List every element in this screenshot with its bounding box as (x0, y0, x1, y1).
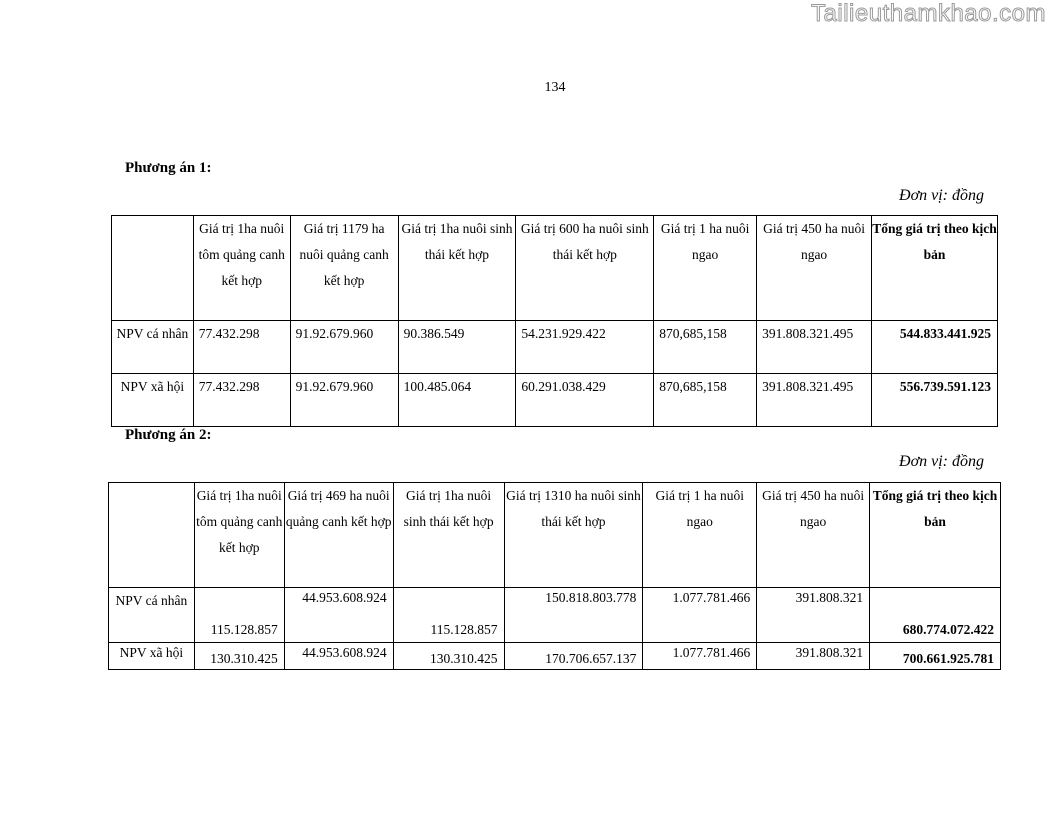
table-header-cell: Giá trị 1 ha nuôi ngao (643, 483, 757, 588)
table-row (109, 588, 1001, 643)
table-cell: 391.808.321.495 (757, 374, 872, 427)
plan1-title: Phương án 1: (125, 160, 212, 176)
table-row (112, 374, 998, 427)
plan1-header-row (112, 216, 998, 321)
table-header-cell: Giá trị 1ha nuôi sinh thái kết hợp (398, 216, 516, 321)
table-row (109, 643, 1001, 670)
table-header-cell: Giá trị 600 ha nuôi sinh thái kết hợp (516, 216, 654, 321)
table-cell: 60.291.038.429 (516, 374, 654, 427)
row-label: NPV cá nhân (112, 321, 194, 374)
table-header-cell: Giá trị 1179 ha nuôi quảng canh kết hợp (290, 216, 398, 321)
plan2-title: Phương án 2: (125, 427, 212, 443)
table-cell: 44.953.608.924 (284, 643, 393, 670)
table-cell: 130.310.425 (194, 643, 284, 670)
table-cell-total: 544.833.441.925 (872, 321, 998, 374)
table-cell: 391.808.321 (757, 643, 870, 670)
table-header-cell: Giá trị 1ha nuôi tôm quảng canh kết hợp (193, 216, 290, 321)
table-cell: 77.432.298 (193, 321, 290, 374)
table-cell-total: 700.661.925.781 (870, 643, 1001, 670)
table-cell: 90.386.549 (398, 321, 516, 374)
watermark: Tailieuthamkhao.com (811, 0, 1046, 27)
table-cell: 130.310.425 (393, 643, 504, 670)
table-header-cell: Giá trị 1 ha nuôi ngao (654, 216, 757, 321)
plan2-table (108, 482, 1001, 670)
plan1-unit: Đơn vị: đồng (899, 187, 984, 204)
table-header-cell-total: Tổng giá trị theo kịch bản (872, 216, 998, 321)
table-header-cell: Giá trị 1ha nuôi sinh thái kết hợp (393, 483, 504, 588)
page-number: 134 (544, 80, 566, 95)
table-cell: 1.077.781.466 (643, 588, 757, 643)
table-cell: 870,685,158 (654, 321, 757, 374)
table-header-cell-total: Tổng giá trị theo kịch bản (870, 483, 1001, 588)
table-header-cell (112, 216, 194, 321)
table-cell: 115.128.857 (393, 588, 504, 643)
table-cell: 115.128.857 (194, 588, 284, 643)
table-cell: 54.231.929.422 (516, 321, 654, 374)
table-cell: 91.92.679.960 (290, 374, 398, 427)
table-cell: 100.485.064 (398, 374, 516, 427)
table-cell: 44.953.608.924 (284, 588, 393, 643)
table-header-cell: Giá trị 450 ha nuôi ngao (757, 483, 870, 588)
table-header-cell: Giá trị 469 ha nuôi quảng canh kết hợp (284, 483, 393, 588)
plan1-table (111, 215, 998, 427)
table-cell-total: 556.739.591.123 (872, 374, 998, 427)
table-cell: 150.818.803.778 (504, 588, 643, 643)
table-cell: 870,685,158 (654, 374, 757, 427)
row-label: NPV cá nhân (109, 588, 195, 643)
table-cell: 170.706.657.137 (504, 643, 643, 670)
table-cell: 77.432.298 (193, 374, 290, 427)
row-label: NPV xã hội (109, 643, 195, 670)
plan2-unit: Đơn vị: đồng (899, 453, 984, 470)
table-cell: 391.808.321 (757, 588, 870, 643)
row-label: NPV xã hội (112, 374, 194, 427)
table-header-cell: Giá trị 1ha nuôi tôm quảng canh kết hợp (194, 483, 284, 588)
table-row (112, 321, 998, 374)
table-cell-total: 680.774.072.422 (870, 588, 1001, 643)
table-cell: 91.92.679.960 (290, 321, 398, 374)
table-header-cell: Giá trị 1310 ha nuôi sinh thái kết hợp (504, 483, 643, 588)
table-header-cell (109, 483, 195, 588)
table-header-cell: Giá trị 450 ha nuôi ngao (757, 216, 872, 321)
plan2-header-row (109, 483, 1001, 588)
table-cell: 391.808.321.495 (757, 321, 872, 374)
table-cell: 1.077.781.466 (643, 643, 757, 670)
